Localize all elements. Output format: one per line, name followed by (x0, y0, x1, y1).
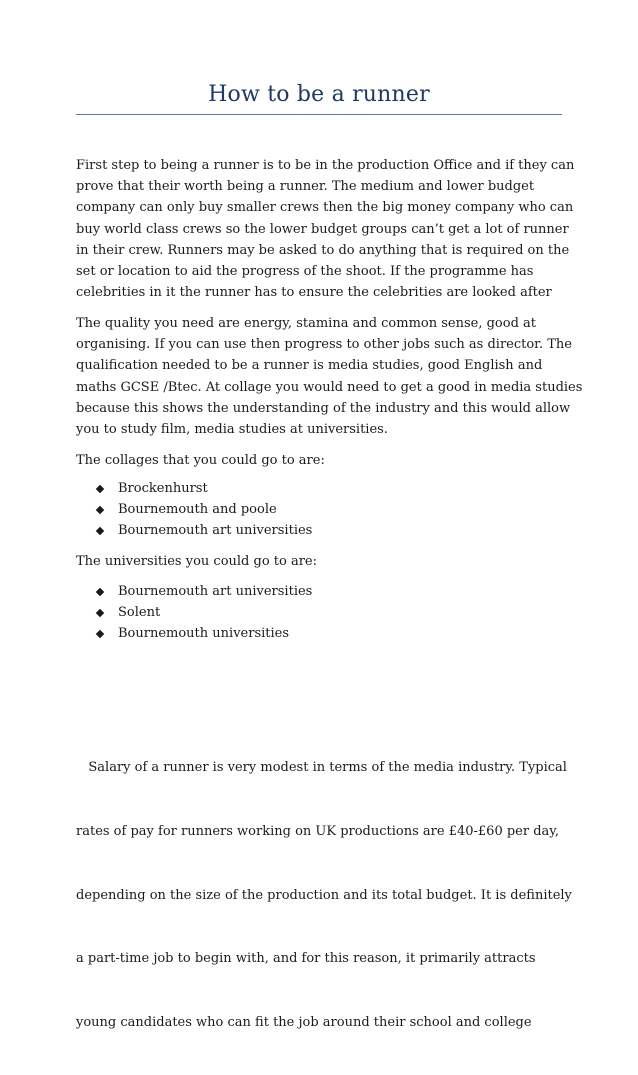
list-item (95, 520, 312, 541)
document-title: How to be a runner (208, 82, 430, 107)
collages-list (95, 478, 312, 542)
universities-heading-text: The universities you could go to are: (76, 554, 318, 569)
list-item-text: Bournemouth art universities (118, 584, 313, 599)
paragraph-line: in their crew. Runners may be asked to do anything that is required on the (76, 242, 570, 258)
paragraph-line: company can only buy smaller crews then the big money company who can (76, 200, 574, 216)
paragraph-line: a part-time job to begin with, and for this reason, it primarily attracts (76, 951, 536, 967)
collages-heading (76, 450, 562, 471)
bullet-icon (96, 506, 104, 514)
title-underline (76, 114, 562, 115)
paragraph-line: buy world class crews so the lower budget groups can’t get a lot of runner (76, 221, 569, 237)
bullet-icon (96, 609, 104, 617)
paragraph-line: set or location to aid the progress of the shoot. If the programme has (76, 264, 534, 280)
paragraph-line: maths GCSE /Btec. At collage you would need to get a good in media studies (76, 379, 583, 395)
list-item (95, 478, 312, 499)
collages-heading-text: The collages that you could go to are: (76, 453, 325, 468)
bullet-icon (96, 527, 104, 535)
paragraph-line: The quality you need are energy, stamina and common sense, good at (76, 316, 537, 331)
paragraph-line: because this shows the understanding of the industry and this would allow (76, 400, 571, 416)
universities-heading (76, 551, 562, 572)
paragraph-salary (76, 715, 572, 1075)
bullet-icon (96, 485, 104, 493)
list-item (95, 623, 312, 644)
paragraph-line: Salary of a runner is very modest in terms of the media industry. Typical (76, 760, 567, 776)
paragraph-line: First step to being a runner is to be in the production Office and if they can (76, 158, 575, 173)
paragraph-line: young candidates who can fit the job around their school and college (76, 1014, 532, 1030)
paragraph-line: prove that their worth being a runner. The medium and lower budget (76, 179, 535, 195)
bullet-icon (96, 630, 104, 638)
paragraph-line: depending on the size of the production and its total budget. It is definitely (76, 887, 572, 903)
paragraph-line: organising. If you can use then progress to other jobs such as director. The (76, 337, 572, 353)
list-item-text: Brockenhurst (118, 481, 208, 496)
list-item (95, 499, 312, 520)
bullet-icon (96, 588, 104, 596)
paragraph-line: you to study film, media studies at universities. (76, 422, 388, 438)
paragraph-intro (76, 155, 575, 303)
list-item (95, 602, 312, 623)
list-item-text: Solent (118, 605, 161, 621)
list-item-text: Bournemouth universities (118, 626, 290, 642)
paragraph-line: rates of pay for runners working on UK productions are £40-£60 per day, (76, 824, 560, 840)
paragraph-qualities (76, 313, 583, 440)
list-item-text: Bournemouth and poole (118, 502, 277, 518)
paragraph-line: qualification needed to be a runner is media studies, good English and (76, 358, 543, 374)
universities-list (95, 581, 312, 645)
list-item (95, 581, 312, 602)
paragraph-line: celebrities in it the runner has to ensure the celebrities are looked after (76, 285, 552, 301)
list-item-text: Bournemouth art universities (118, 523, 313, 539)
